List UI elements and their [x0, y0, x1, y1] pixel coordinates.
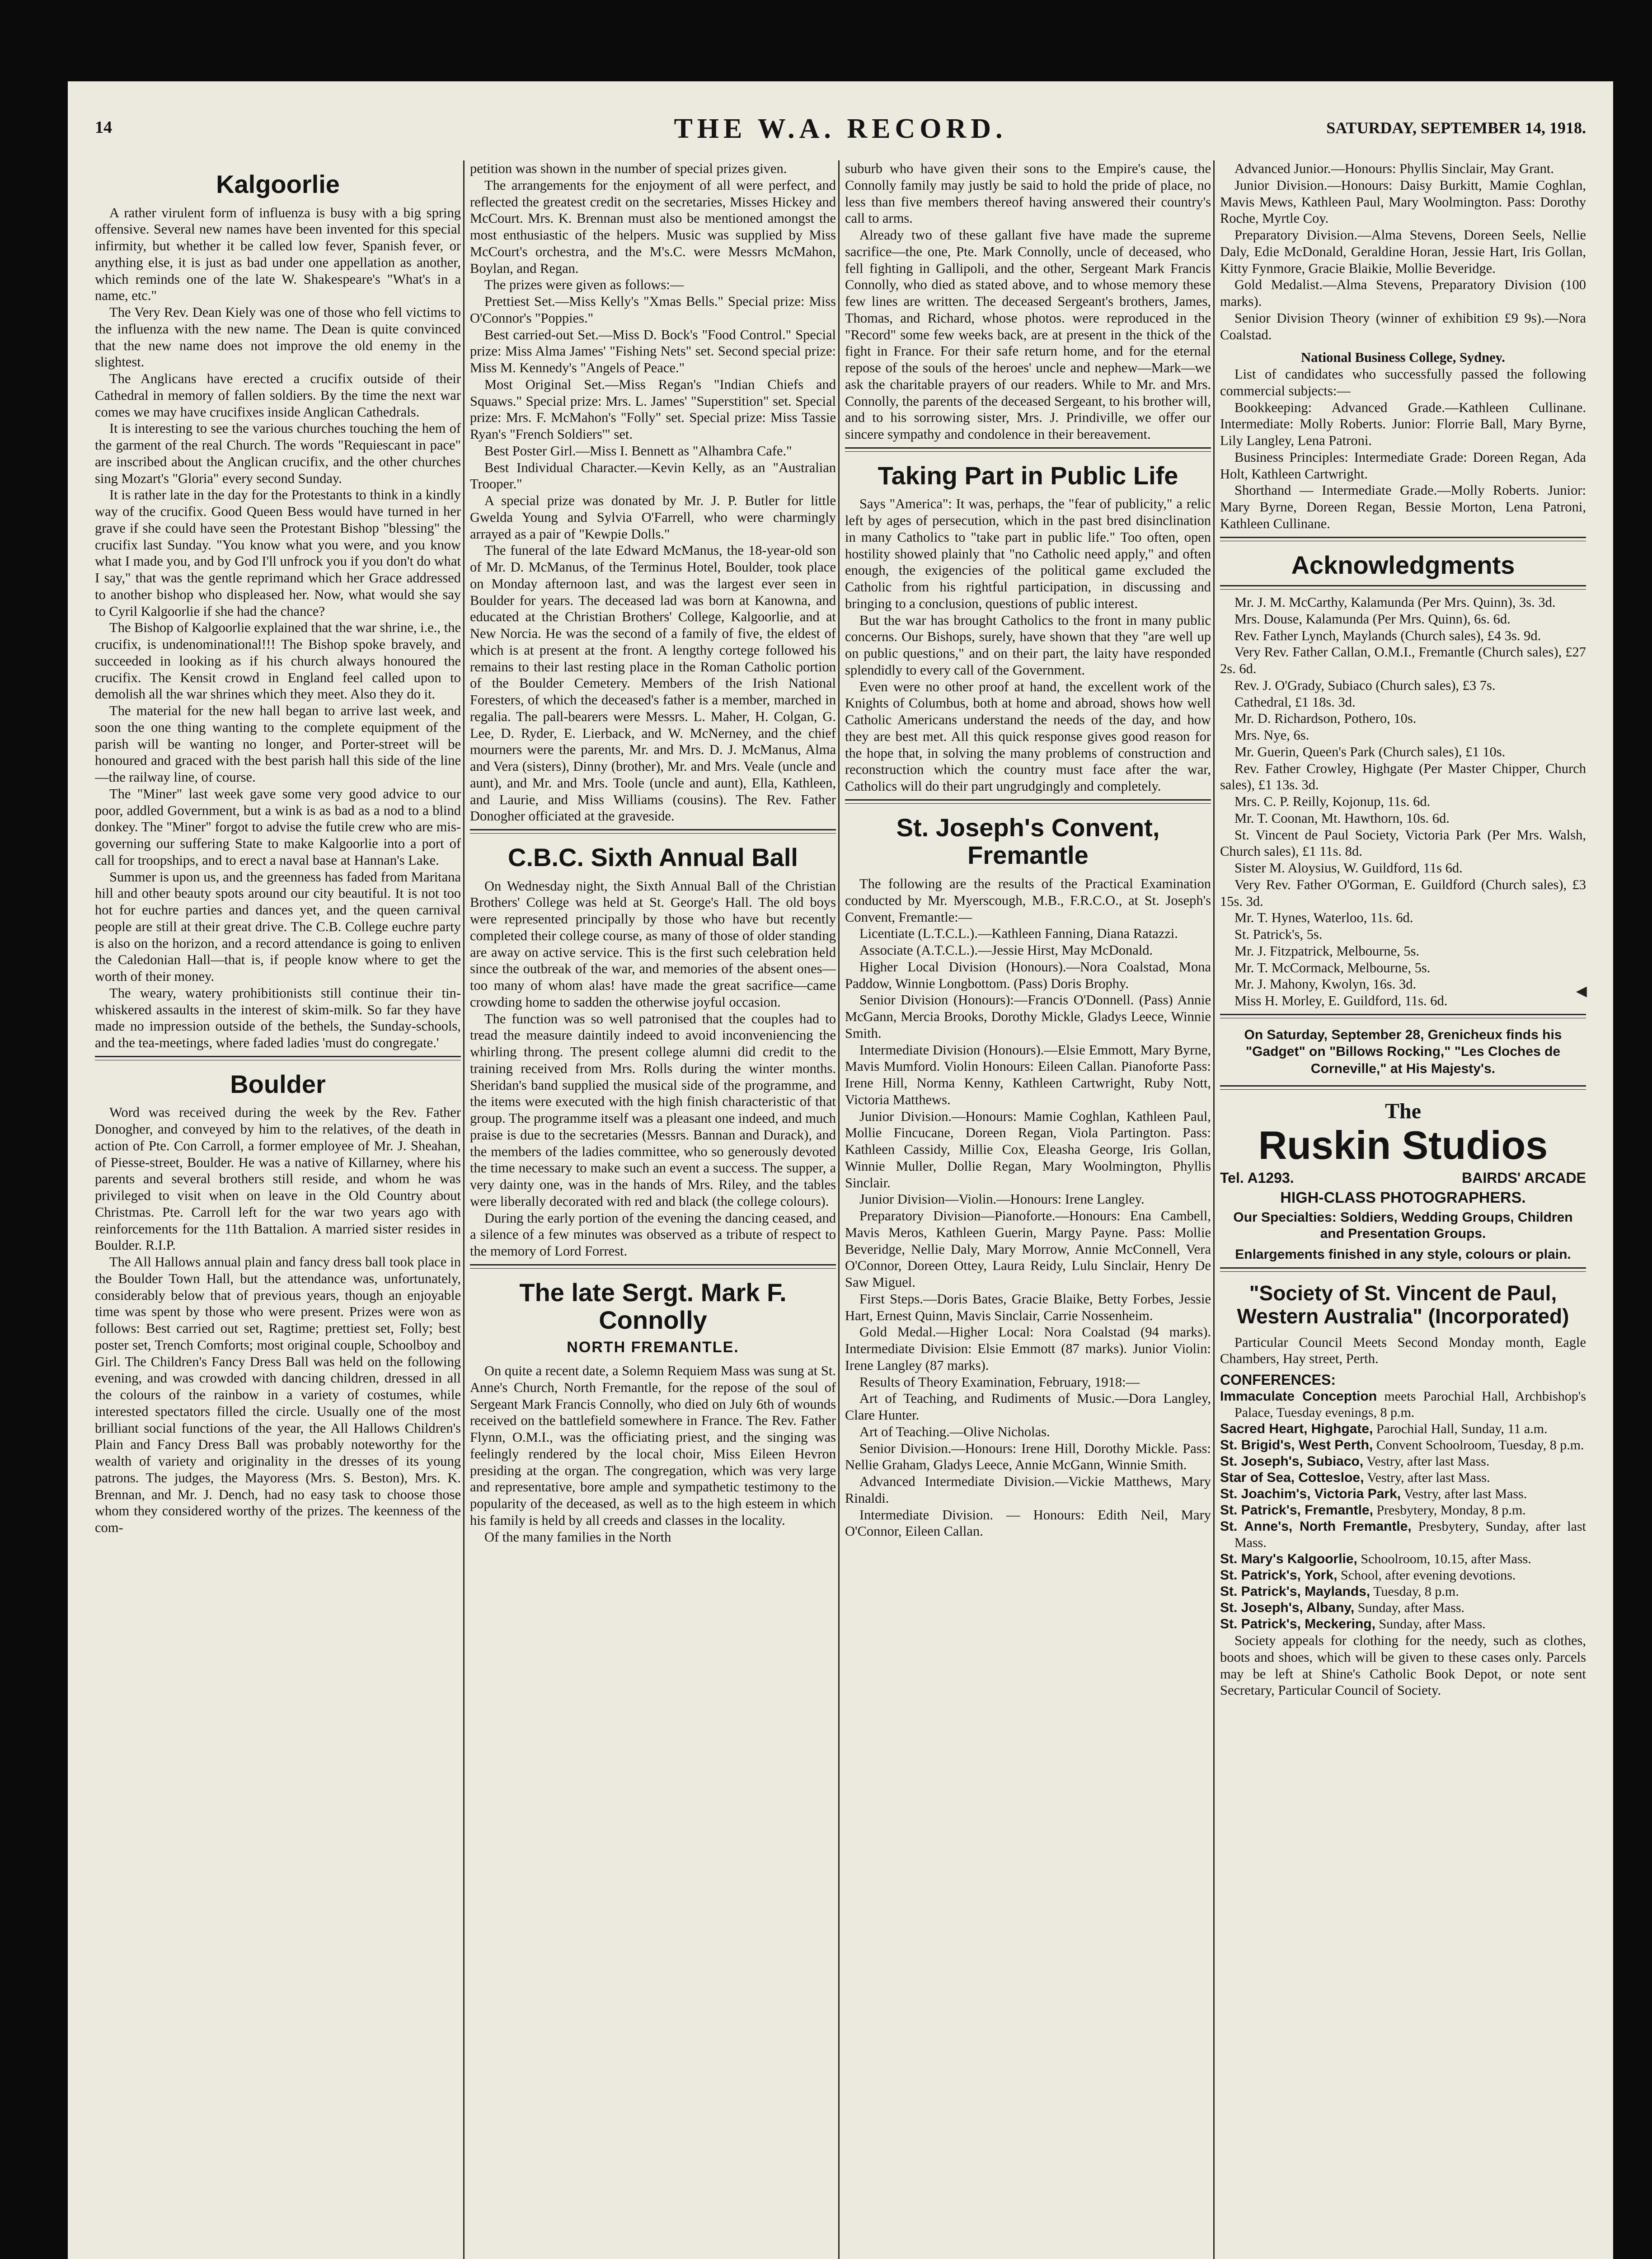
- conference-entry: [1220, 1470, 1586, 1486]
- conference-entry: [1220, 1567, 1586, 1584]
- column-rule: [463, 160, 465, 2259]
- conference-entry: [1220, 1453, 1586, 1470]
- conference-details: Schoolroom, 10.15, after Mass.: [1357, 1551, 1531, 1567]
- ad-contact-row: [1220, 1170, 1586, 1186]
- conference-entry: [1220, 1502, 1586, 1518]
- conference-details: Vestry, after last Mass.: [1364, 1470, 1490, 1486]
- article-paragraph: A rather virulent form of influenza is busy with a big spring offensive. Several new names have been invented for this special infirmity, but whether it be called low fever, Spanish fever, or anything else, it is just as bad under one appellation as another, which reminds one of the late W. Shakespeare's "What's in a name, etc.": [95, 205, 461, 304]
- article-paragraph: The prizes were given as follows:—: [484, 277, 684, 293]
- conference-name: St. Patrick's, York,: [1220, 1568, 1338, 1583]
- acknowledgments-heading: Acknowledgments: [1291, 550, 1515, 579]
- section-divider: [1220, 1085, 1586, 1090]
- conference-entry: [1220, 1600, 1586, 1616]
- acknowledgments-list: [1220, 594, 1586, 1009]
- svdp-appeal: Society appeals for clothing for the needy, such as clothes, boots and shoes, which will be given to these cases only. Parcels may be left at Shine's Catholic Book Depot, or note sent Secretary, Particular Council of Society.: [1220, 1633, 1586, 1698]
- issue-date: SATURDAY, SEPTEMBER 14, 1918.: [1326, 119, 1586, 137]
- conference-entry: [1220, 1584, 1586, 1600]
- article-paragraph: Best Poster Girl.—Miss I. Bennett as "Alhambra Cafe.": [484, 443, 792, 459]
- conference-entry: [1220, 1421, 1586, 1437]
- acknowledgment-entry: Mr. T. McCormack, Melbourne, 5s.: [1234, 960, 1431, 975]
- exam-result: Associate (A.T.C.L.).—Jessie Hirst, May McDonald.: [859, 942, 1153, 958]
- conference-name: St. Brigid's, West Perth,: [1220, 1438, 1373, 1453]
- section-divider: [1220, 585, 1586, 590]
- newspaper-title: THE W.A. RECORD.: [674, 113, 1007, 144]
- article-paragraph: The Bishop of Kalgoorlie explained that the war shrine, i.e., the crucifix, is undenominational!!! The Bishop spoke bravely, and succeeded in looking as if his church always honoured the crucifix. The Kensit crowd in England feel called upon to demolish all the war shrines which they meet. Also they do it.: [95, 620, 461, 702]
- exam-result: Gold Medal.—Higher Local: Nora Coalstad (94 marks). Intermediate Division: Elsie Emmott (87 marks). Junior Violin: Irene Langley (87 marks).: [845, 1324, 1211, 1373]
- conference-details: Presbytery, Monday, 8 p.m.: [1373, 1503, 1526, 1518]
- ad-tagline: HIGH-CLASS PHOTOGRAPHERS.: [1280, 1189, 1526, 1207]
- exam-result: Junior Division.—Honours: Daisy Burkitt, Mamie Coghlan, Mavis Mews, Kathleen Paul, Mary Woolmington. Pass: Dorothy Roche, Myrtle Coy.: [1220, 177, 1586, 226]
- ad-enlargements: Enlargements finished in any style, colours or plain.: [1235, 1247, 1571, 1262]
- article-paragraph: The All Hallows annual plain and fancy dress ball took place in the Boulder Town Hall, but the attendance was, unfortunately, considerably below that of previous years, though an enjoyable time was spent by those who were present. Prizes were won as follows: Best carried out set, Ragtime; prettiest set, Folly; best poster set, Trench Comforts; most original couple, Schoolboy and Girl. The Children's Fancy Dress Ball was held on the following evening, and was crowded with dancing children, dressed in all the colours of the rainbow in a variety of costumes, while interested spectators filled the circle. Usually one of the most brilliant social functions of the year, the All Hallows Children's Plain and Fancy Dress Ball was probably noteworthy for the wealth of variety and originality in the dresses of its young patrons. The judges, the Mayoress (Mrs. S. Beston), Mrs. K. Brennan, and Mr. J. Dench, had no easy task to choose those whom they considered worthy of the prizes. The keenness of the com-: [95, 1254, 461, 1536]
- conferences-list: [1220, 1388, 1586, 1632]
- cbc-ball-heading: C.B.C. Sixth Annual Ball: [508, 843, 798, 872]
- acknowledgment-entry: Mr. J. Mahony, Kwolyn, 16s. 3d.: [1234, 976, 1417, 992]
- conference-name: St. Joseph's, Albany,: [1220, 1600, 1355, 1616]
- acknowledgment-entry: St. Patrick's, 5s.: [1234, 927, 1323, 942]
- acknowledgment-entry: Very Rev. Father O'Gorman, E. Guildford (Church sales), £3 15s. 3d.: [1220, 876, 1586, 909]
- acknowledgment-entry: Mr. T. Hynes, Waterloo, 11s. 6d.: [1234, 910, 1413, 926]
- conference-entry: [1220, 1616, 1586, 1632]
- acknowledgment-entry: Rev. Father Lynch, Maylands (Church sales), £4 3s. 9d.: [1234, 628, 1541, 643]
- conference-entry: [1220, 1388, 1586, 1421]
- ad-specialties: Our Specialties: Soldiers, Wedding Groups, Children and Presentation Groups.: [1233, 1210, 1573, 1242]
- conference-entry: [1220, 1518, 1586, 1551]
- section-divider: [1220, 537, 1586, 541]
- exam-result: Preparatory Division—Pianoforte.—Honours: Ena Cambell, Mavis Meros, Kathleen Guerin, Margy Payne. Pass: Mollie Beveridge, Nellie Daly, Mary Morrow, Annie McConnell, Vera O'Connor, Doreen Ottey, Laura Reidy, Lulu Sinclair, Henry De Saw Miguel.: [845, 1208, 1211, 1290]
- conference-name: St. Patrick's, Meckering,: [1220, 1617, 1375, 1632]
- st-josephs-heading: St. Joseph's Convent, Fremantle: [896, 813, 1160, 870]
- conference-name: St. Anne's, North Fremantle,: [1220, 1519, 1412, 1534]
- exam-result: Art of Teaching, and Rudiments of Music.—Dora Langley, Clare Hunter.: [845, 1391, 1211, 1423]
- conference-name: St. Patrick's, Fremantle,: [1220, 1503, 1373, 1518]
- article-paragraph: petition was shown in the number of special prizes given.: [470, 161, 787, 176]
- section-divider: [470, 1264, 836, 1269]
- exam-result: Advanced Junior.—Honours: Phyllis Sinclair, May Grant.: [1234, 161, 1554, 176]
- conference-details: Parochial Hall, Sunday, 11 a.m.: [1373, 1421, 1548, 1437]
- conferences-heading: CONFERENCES:: [1220, 1372, 1336, 1388]
- article-paragraph: The arrangements for the enjoyment of all were perfect, and reflected the greatest credit on the secretaries, Misses Hickey and McCourt. Mrs. K. Brennan must also be mentioned amongst the most enthusiastic of the helpers. Music was supplied by Miss McCourt's orchestra, and the M's.C. were Messrs McMahon, Boylan, and Regan.: [470, 177, 836, 276]
- exam-result: Business Principles: Intermediate Grade: Doreen Regan, Ada Holt, Kathleen Cartwright.: [1220, 449, 1586, 482]
- conference-details: Presbytery, Sunday, after last Mass.: [1234, 1519, 1586, 1551]
- article-paragraph: But the war has brought Catholics to the front in many public concerns. Our Bishops, surely, have shown that they "are well up on public questions," and on their part, the laity have responded splendidly to every call of the Government.: [845, 612, 1211, 678]
- ad-studio-name: Ruskin Studios: [1258, 1123, 1548, 1168]
- exam-result: Shorthand — Intermediate Grade.—Molly Roberts. Junior: Mary Byrne, Doreen Regan, Bessie Morton, Lena Patroni, Kathleen Cullinane.: [1220, 483, 1586, 531]
- article-paragraph: Says "America": It was, perhaps, the "fear of publicity," a relic left by ages of persecution, which in the past bred disinclination in many Catholics to "take part in public life." Too often, open hostility showed plainly that "no Catholic need apply," and often enough, the exigencies of the political game excluded the Catholic from his rightful participation, in discussing and bringing to a conclusion, questions of public interest.: [845, 496, 1211, 611]
- masthead: [95, 113, 1586, 149]
- conference-entry: [1220, 1486, 1586, 1502]
- svdp-meeting: Particular Council Meets Second Monday month, Eagle Chambers, Hay street, Perth.: [1220, 1334, 1586, 1367]
- column-1: [95, 160, 461, 2259]
- nbc-heading: National Business College, Sydney.: [1301, 350, 1505, 366]
- public-life-heading: Taking Part in Public Life: [878, 461, 1178, 490]
- article-paragraph: Of the many families in the North: [484, 1529, 671, 1545]
- article-paragraph: The material for the new hall began to arrive last week, and soon the one thing wanting to the complete equipment of the parish will be wanting no longer, and Porter-street will be honoured and graced with the best parish hall this side of the line—the railway line, of course.: [95, 703, 461, 785]
- column-rule: [838, 160, 840, 2259]
- acknowledgment-entry: Mrs. Nye, 6s.: [1234, 727, 1309, 743]
- exam-result: Intermediate Division. — Honours: Edith Neil, Mary O'Connor, Eileen Callan.: [845, 1507, 1211, 1539]
- article-paragraph: It is interesting to see the various churches touching the hem of the garment of the real Church. The words "Requiescant in pace" are inscribed about the Anglican crucifix, and the other churches sing Mozart's "Gloria" every second Sunday.: [95, 421, 461, 486]
- acknowledgment-entry: Sister M. Aloysius, W. Guildford, 11s 6d.: [1234, 860, 1463, 876]
- article-paragraph: A special prize was donated by Mr. J. P. Butler for little Gwelda Young and Sylvia O'Farrell, who were charmingly arrayed as a pair of "Kewpie Dolls.": [470, 493, 836, 542]
- article-paragraph: On Wednesday night, the Sixth Annual Ball of the Christian Brothers' College was held at St. George's Hall. The old boys were represented principally by those who have but recently completed their college course, as many of those of older standing are away on active service. This is the first such celebration held since the outbreak of the war, and memories of the absent ones—too many of whom alas! have made the great sacrifice—came crowding home to sadden the otherwise joyful occasion.: [470, 878, 836, 1010]
- acknowledgment-entry: Mrs. C. P. Reilly, Kojonup, 11s. 6d.: [1234, 794, 1431, 810]
- exam-result: Results of Theory Examination, February, 1918:—: [859, 1374, 1140, 1390]
- conference-details: meets Parochial Hall, Archbishop's Palace, Tuesday evenings, 8 p.m.: [1234, 1389, 1586, 1420]
- acknowledgment-entry: Cathedral, £1 18s. 3d.: [1234, 694, 1356, 710]
- article-paragraph: Most Original Set.—Miss Regan's "Indian Chiefs and Squaws." Special prize: Mrs. L. James' "Superstition" set. Special prize: Mrs. F. McMahon's "Folly" set. Special prize: Miss Tassie Ryan's "French Soldiers'" set.: [470, 376, 836, 442]
- article-paragraph: The "Miner" last week gave some very good advice to our poor, addled Government, but a wink is as bad as a nod to a blind donkey. The "Miner" forgot to advise the futile crew who are mis-governing our suffering State to make Kalgoorlie into a port of call for troopships, and to erect a naval base at Hannan's Lake.: [95, 786, 461, 868]
- article-paragraph: Summer is upon us, and the greenness has faded from Maritana hill and other beauty spots around our city beautiful. It is not too hot for euchre parties and dances yet, and the queen carnival people are still at their great drive. The C.B. College euchre party is also on the horizon, and a record attendance is going to enliven the Caledonian Hall—that is, if people know where to get the worth of their money.: [95, 869, 461, 984]
- acknowledgment-entry: Mr. T. Coonan, Mt. Hawthorn, 10s. 6d.: [1234, 810, 1450, 826]
- exam-result: Senior Division (Honours):—Francis O'Donnell. (Pass) Annie McGann, Mercia Brooks, Dorothy Mickle, Gladys Leece, Winnie Smith.: [845, 992, 1211, 1041]
- kalgoorlie-heading: Kalgoorlie: [216, 170, 340, 198]
- article-paragraph: Word was received during the week by the Rev. Father Donogher, and conveyed by him to the relatives, of the death in action of Pte. Con Carroll, a former employee of Mr. J. Sheahan, of Piesse-street, Boulder. He was a native of Killarney, where his parents and several brothers still reside, and whom he was privileged to visit when on leave in the Old Country about Christmas. Pte. Carroll left for the war two years ago with reinforcements for the 11th Battalion. A married sister resides in Boulder. R.I.P.: [95, 1105, 461, 1253]
- acknowledgment-entry: Mr. D. Richardson, Pothero, 10s.: [1234, 711, 1417, 726]
- exam-result: Junior Division.—Honours: Mamie Coghlan, Kathleen Paul, Mollie Fincucane, Doreen Regan, Viola Partington. Pass: Kathleen Cassidy, Millie Cox, Eleasha George, Iris Gollan, Winnie Muller, Dollie Regan, Mary Woolmington, Phyllis Sinclair.: [845, 1108, 1211, 1190]
- arrow-marker-icon: ◄: [1572, 981, 1591, 1001]
- exam-result: The following are the results of the Practical Examination conducted by Mr. Myerscough, M.B., F.R.C.O., at St. Joseph's Convent, Fremantle:—: [845, 876, 1211, 925]
- article-paragraph: Even were no other proof at hand, the excellent work of the Knights of Columbus, both at home and abroad, shows how well Catholic Americans understand the needs of the day, and how they are best met. All this quick response gives good reason for the hope that, in solving the many problems of construction and reconstruction which the country must face after the war, Catholics will do their part ungrudgingly and completely.: [845, 679, 1211, 794]
- article-paragraph: The function was so well patronised that the couples had to tread the measure daintily indeed to avoid inconveniencing the whirling throng. The present college alumni did credit to the training received from Mrs. Rolls during the winter months. Sheridan's band supplied the musical side of the programme, and the items were executed with the high finish characteristic of that group. The programme itself was a pleasant one indeed, and much praise is due to the secretaries (Messrs. Bannan and Durack), and the members of the ladies committee, who so generously devoted the time necessary to make such an event a success. The supper, a very dainty one, was in the hands of Mrs. Riley, and the tables were liberally decorated with red and black (the college colours).: [470, 1011, 836, 1209]
- exam-result: Art of Teaching.—Olive Nicholas.: [859, 1424, 1050, 1439]
- article-paragraph: Best Individual Character.—Kevin Kelly, as an "Australian Trooper.": [470, 459, 836, 492]
- newspaper-page: [68, 81, 1613, 2259]
- exam-result: Junior Division—Violin.—Honours: Irene Langley.: [859, 1191, 1145, 1207]
- exam-result: Preparatory Division.—Alma Stevens, Doreen Seels, Nellie Daly, Edie McDonald, Geraldine Horan, Jessie Hart, Iris Gollan, Kitty Fynmore, Gracie Blaikie, Mollie Beveridge.: [1220, 227, 1586, 276]
- exam-result: List of candidates who successfully passed the following commercial subjects:—: [1220, 366, 1586, 398]
- acknowledgment-entry: Rev. Father Crowley, Highgate (Per Master Chipper, Church sales), £1 13s. 3d.: [1220, 760, 1586, 793]
- acknowledgment-entry: Very Rev. Father Callan, O.M.I., Fremantle (Church sales), £27 2s. 6d.: [1220, 644, 1586, 677]
- article-paragraph: suburb who have given their sons to the Empire's cause, the Connolly family may justly be said to hold the pride of place, no less than five members thereof having answered their country's call to arms.: [845, 161, 1211, 226]
- conference-name: Immaculate Conception: [1220, 1389, 1377, 1404]
- article-paragraph: Already two of these gallant five have made the supreme sacrifice—the one, Pte. Mark Connolly, uncle of deceased, who fell fighting in Gallipoli, and the other, Sergeant Mark Francis Connolly, who died as stated above, and to whose memory these few lines are written. The deceased Sergeant's brothers, James, Thomas, and Richard, whose photos. were reproduced in the "Record" some few weeks back, are at present in the thick of the fight in France. For their safe return home, and for the eternal repose of the souls of the heroes' uncle and nephew—Mark—we ask the charitable prayers of our readers. While to Mr. and Mrs. Connolly, the parents of the deceased Sergeant, to his brother will, and to his sorrowing sister, Mrs. J. Prindiville, we offer our sincere sympathy and condolence in their bereavement.: [845, 227, 1211, 442]
- ruskin-studios-ad: [1220, 1099, 1586, 1263]
- conference-name: Sacred Heart, Highgate,: [1220, 1421, 1373, 1437]
- ad-telephone: Tel. A1293.: [1220, 1170, 1294, 1186]
- ad-arcade: BAIRDS' ARCADE: [1462, 1170, 1586, 1186]
- conference-name: St. Joseph's, Subiaco,: [1220, 1454, 1364, 1469]
- article-paragraph: The Anglicans have erected a crucifix outside of their Cathedral in memory of fallen soldiers. By the time the next war comes we may have crucifixes inside Anglican Cathedrals.: [95, 371, 461, 420]
- article-paragraph: Best carried-out Set.—Miss D. Bock's "Food Control." Special prize: Miss Alma James' "Fishing Nets" set. Second special prize: Miss M. Kennedy's "Angels of Peace.": [470, 327, 836, 375]
- conference-details: Sunday, after Mass.: [1375, 1617, 1486, 1632]
- section-divider: [95, 1056, 461, 1060]
- article-paragraph: The weary, watery prohibitionists still continue their tin-whiskered assaults in the interest of skim-milk. So far they have made no impression outside of the bethels, the Sunday-schools, and the tea-meetings, where faded ladies 'must do congregate.': [95, 985, 461, 1051]
- exam-result: Bookkeeping: Advanced Grade.—Kathleen Cullinane. Intermediate: Molly Roberts. Junior: Florrie Ball, Mary Byrne, Lily Langley, Lena Patroni.: [1220, 399, 1586, 448]
- section-divider: [470, 829, 836, 834]
- conference-details: Vestry, after last Mass.: [1401, 1486, 1527, 1502]
- article-paragraph: During the early portion of the evening the dancing ceased, and a silence of a few minutes was observed as a tribute of respect to the memory of Lord Forrest.: [470, 1210, 836, 1259]
- acknowledgment-entry: Miss H. Morley, E. Guildford, 11s. 6d.: [1234, 993, 1448, 1009]
- section-divider: [845, 799, 1211, 804]
- conference-name: St. Joachim's, Victoria Park,: [1220, 1486, 1401, 1502]
- conference-details: School, after evening devotions.: [1337, 1568, 1516, 1583]
- conference-name: Star of Sea, Cottesloe,: [1220, 1470, 1364, 1486]
- section-divider: [845, 447, 1211, 452]
- article-paragraph: Prettiest Set.—Miss Kelly's "Xmas Bells." Special prize: Miss O'Connor's "Poppies.": [470, 294, 836, 326]
- connolly-heading: The late Sergt. Mark F. Connolly: [519, 1278, 787, 1335]
- column-2: [470, 160, 836, 2259]
- ad-the: The: [1384, 1099, 1421, 1124]
- exam-result: Advanced Intermediate Division.—Vickie Matthews, Mary Rinaldi.: [845, 1474, 1211, 1506]
- acknowledgment-entry: Rev. J. O'Grady, Subiaco (Church sales), £3 7s.: [1234, 677, 1496, 693]
- conference-name: St. Mary's Kalgoorlie,: [1220, 1551, 1357, 1567]
- acknowledgment-entry: Mr. J. M. McCarthy, Kalamunda (Per Mrs. Quinn), 3s. 3d.: [1234, 595, 1556, 610]
- boulder-heading: Boulder: [230, 1069, 326, 1098]
- acknowledgment-entry: Mr. Guerin, Queen's Park (Church sales), £1 10s.: [1234, 744, 1506, 759]
- exam-result: Intermediate Division (Honours).—Elsie Emmott, Mary Byrne, Mavis Mumford. Violin Honours: Eileen Callan. Pianoforte Pass: Irene Hill, Norma Kenny, Kathleen Cartwright, Ruby Nott, Victoria Matthews.: [845, 1042, 1211, 1107]
- theatre-notice: On Saturday, September 28, Grenicheux finds his "Gadget" on "Billows Rocking," "Les Cloches de Corneville," at His Majesty's.: [1244, 1027, 1562, 1076]
- article-paragraph: On quite a recent date, a Solemn Requiem Mass was sung at St. Anne's Church, North Fremantle, for the repose of the soul of Sergeant Mark Francis Connolly, who died on July 6th of wounds received on the battlefield somewhere in France. The Rev. Father Flynn, O.M.I., was the officiating priest, and the singing was feelingly rendered by the local choir, Miss Eileen Hevron presiding at the organ. The congregation, which was very large and representative, bore ample and sympathetic testimony to the popularity of the deceased, as well as to the high esteem in which his family is held by all creeds and classes in the locality.: [470, 1363, 836, 1528]
- page-number: 14: [95, 118, 112, 137]
- column-3: [845, 160, 1211, 2259]
- conference-name: St. Patrick's, Maylands,: [1220, 1584, 1370, 1599]
- conference-details: Vestry, after last Mass.: [1363, 1454, 1490, 1469]
- column-rule: [1213, 160, 1215, 2259]
- conference-details: Tuesday, 8 p.m.: [1370, 1584, 1459, 1599]
- exam-result: First Steps.—Doris Bates, Gracie Blaike, Betty Forbes, Jessie Hart, Ernest Quinn, Mavis Sinclair, Carrie Nossenheim.: [845, 1291, 1211, 1323]
- section-divider: [1220, 1014, 1586, 1018]
- acknowledgment-entry: Mrs. Douse, Kalamunda (Per Mrs. Quinn), 6s. 6d.: [1234, 611, 1511, 627]
- section-divider: [1220, 1267, 1586, 1272]
- article-paragraph: It is rather late in the day for the Protestants to think in a kindly way of the crucifix. Good Queen Bess would have turned in her grave if she could have seen the Protestant Bishop "blessing" the crucifix last Sunday. "You know what you were, and you know what I made you, and by God I'll unfrock you if you don't do what I say," that was the gentle reprimand which her Grace addressed to another bishop who displeased her. Now, what would she say to Cyril Kalgoorlie if she had the chance?: [95, 487, 461, 619]
- exam-result: Senior Division.—Honours: Irene Hill, Dorothy Mickle. Pass: Nellie Graham, Gladys Leece, Annie McGann, Winnie Smith.: [845, 1440, 1211, 1473]
- article-paragraph: The funeral of the late Edward McManus, the 18-year-old son of Mr. D. McManus, of the Terminus Hotel, Boulder, took place on Monday afternoon last, and was the largest ever seen in Boulder for years. The deceased lad was born at Kanowna, and educated at the Christian Brothers' College, Kalgoorlie, and at New Norcia. He was the second of a family of five, the eldest of which is at present at the front. A lengthy cortege followed his remains to their last resting place in the Roman Catholic portion of the Boulder Cemetery. Members of the Irish National Foresters, of which the deceased's father is a member, marched in regalia. The pall-bearers were Messrs. L. Maher, H. Colgan, G. Lee, D. Ryder, E. Lierback, and W. McNerney, and the chief mourners were the parents, Mr. and Mrs. D. J. McManus, Alma and Vera (sisters), Dinny (brother), Mr. and Mrs. Veale (uncle and aunt), and Mr. and Mrs. Toole (uncle and aunt), Ella, Kathleen, and Laurie, and Miss Williams (cousins). The Rev. Father Donogher officiated at the graveside.: [470, 543, 836, 824]
- exam-result: Higher Local Division (Honours).—Nora Coalstad, Mona Paddow, Winnie Longbottom. (Pass) Doris Brophy.: [845, 959, 1211, 991]
- svdp-heading: "Society of St. Vincent de Paul, Western Australia" (Incorporated): [1237, 1281, 1569, 1328]
- article-paragraph: The Very Rev. Dean Kiely was one of those who fell victims to the influenza with the new name. The Dean is quite convinced that the new name does not improve the old enemy in the slightest.: [95, 305, 461, 370]
- conference-entry: [1220, 1551, 1586, 1567]
- acknowledgment-entry: Mr. J. Fitzpatrick, Melbourne, 5s.: [1234, 943, 1420, 959]
- column-4: [1220, 160, 1586, 2259]
- exam-result: Senior Division Theory (winner of exhibition £9 9s).—Nora Coalstad.: [1220, 310, 1586, 342]
- exam-result: Gold Medalist.—Alma Stevens, Preparatory Division (100 marks).: [1220, 277, 1586, 309]
- connolly-subheading: NORTH FREMANTLE.: [567, 1339, 739, 1356]
- conference-entry: [1220, 1437, 1586, 1453]
- acknowledgment-entry: St. Vincent de Paul Society, Victoria Park (Per Mrs. Walsh, Church sales), £1 11s. 8d.: [1220, 827, 1586, 859]
- conference-details: Convent Schoolroom, Tuesday, 8 p.m.: [1373, 1438, 1584, 1453]
- exam-result: Licentiate (L.T.C.L.).—Kathleen Fanning, Diana Ratazzi.: [859, 926, 1178, 942]
- conference-details: Sunday, after Mass.: [1354, 1600, 1465, 1616]
